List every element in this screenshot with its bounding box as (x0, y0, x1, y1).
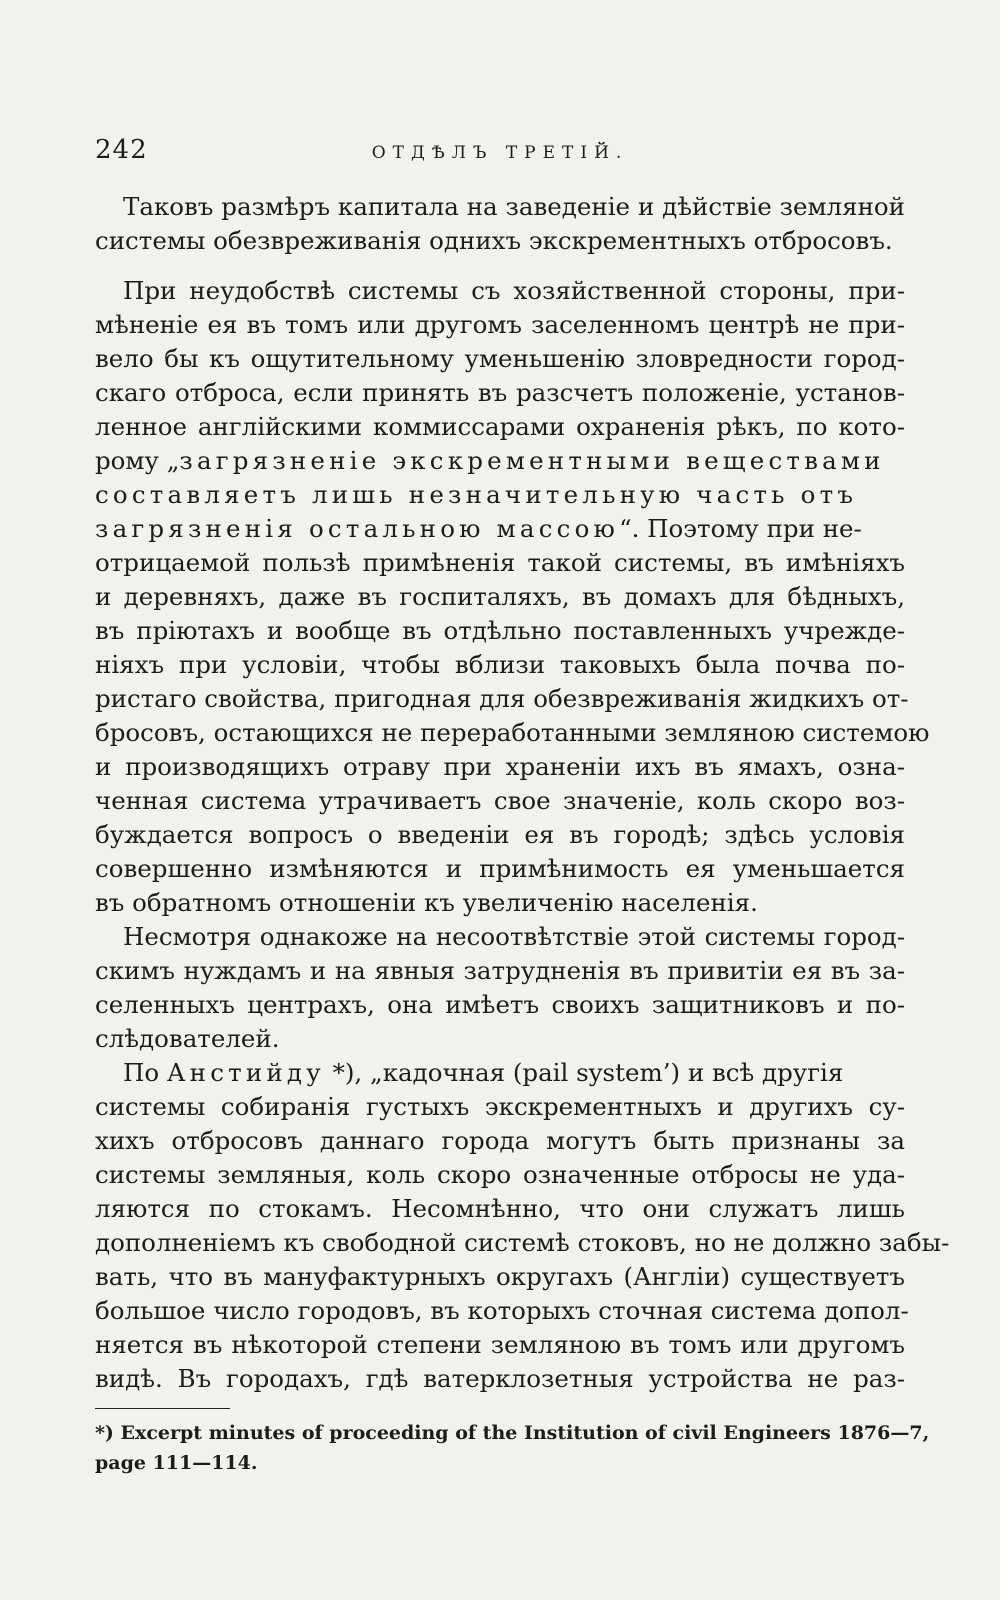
text-line: При неудобствѣ системы съ хозяйственной стороны, при- (123, 276, 905, 305)
text-line: дополненіемъ къ свободной системѣ стоковъ, но не должно забы- (95, 1228, 950, 1257)
spaced-emphasis-line: составляетъ лишь незначительную часть отъ (95, 480, 858, 509)
footnote (95, 1418, 930, 1478)
page-header (95, 135, 905, 175)
text-fragment: По (123, 1058, 167, 1087)
footnote-divider (95, 1408, 230, 1409)
spaced-emphasis: загрязненія остальною массою (95, 514, 620, 543)
text-line: вело бы къ ощутительному уменьшенію зловредности город- (95, 344, 905, 373)
text-line: ніяхъ при условіи, чтобы вблизи таковыхъ была почва по- (95, 650, 905, 679)
page-body (95, 190, 950, 1396)
text-line: системы земляныя, коль скоро означенные отбросы не уда- (95, 1160, 905, 1189)
text-line: совершенно измѣняются и примѣнимость ея уменьшается (95, 854, 905, 883)
text-line: селенныхъ центрахъ, она имѣетъ своихъ защитниковъ и по- (95, 990, 905, 1019)
text-line: слѣдователей. (95, 1024, 280, 1053)
text-fragment: рому „ (95, 446, 180, 475)
text-line: вать, что въ мануфактурныхъ округахъ (Англіи) существуетъ (95, 1262, 905, 1291)
text-line: въ обратномъ отношеніи къ увеличенію населенія. (95, 888, 758, 917)
text-line (95, 512, 905, 546)
text-line: бросовъ, остающихся не переработанными земляною системою (95, 718, 930, 747)
text-line: Таковъ размѣръ капитала на заведеніе и дѣйствіе земляной (123, 192, 905, 221)
text-line: ленное англійскими коммиссарами охраненія рѣкъ, по кото- (95, 412, 905, 441)
text-line: хихъ отбросовъ даннаго города могутъ быть признаны за (95, 1126, 905, 1155)
text-line: Несмотря однакоже на несоотвѣтствіе этой системы город- (123, 922, 905, 951)
text-line (95, 1056, 905, 1090)
page-number: 242 (95, 135, 148, 165)
text-line: отрицаемой пользѣ примѣненія такой системы, въ имѣніяхъ (95, 548, 905, 577)
text-line: и производящихъ отраву при храненіи ихъ въ ямахъ, озна- (95, 752, 905, 781)
spaced-emphasis: загрязненіе экскрементными веществами (179, 446, 885, 475)
footnote-line: *) Excerpt minutes of proceeding of the Institution of civil Engineers 1876—7, (95, 1422, 930, 1444)
footnote-line: page 111—114. (95, 1452, 258, 1474)
text-line: буждается вопросъ о введеніи ея въ городѣ; здѣсь условія (95, 820, 905, 849)
text-line: ляются по стокамъ. Несомнѣнно, что они служатъ лишь (95, 1194, 905, 1223)
text-fragment: “. Поэтому при не- (619, 514, 862, 543)
text-line: и деревняхъ, даже въ госпиталяхъ, въ домахъ для бѣдныхъ, (95, 582, 905, 611)
text-line: няется въ нѣкоторой степени земляною въ томъ или другомъ (95, 1330, 905, 1359)
text-line: системы обезвреживанія однихъ экскрементныхъ отбросовъ. (95, 226, 893, 255)
text-line: большое число городовъ, въ которыхъ сточная система допол- (95, 1296, 909, 1325)
spaced-emphasis: Анстийду (166, 1058, 325, 1087)
text-line (95, 444, 905, 478)
text-line: въ пріютахъ и вообще въ отдѣльно поставленныхъ учрежде- (95, 616, 905, 645)
text-line: мѣненіе ея въ томъ или другомъ заселенномъ центрѣ не при- (95, 310, 905, 339)
text-line: системы собиранія густыхъ экскрементныхъ и другихъ су- (95, 1092, 905, 1121)
text-line: ристаго свойства, пригодная для обезвреживанія жидкихъ от- (95, 684, 909, 713)
text-line: ченная система утрачиваетъ свое значеніе, коль скоро воз- (95, 786, 905, 815)
text-line: видѣ. Въ городахъ, гдѣ ватерклозетныя устройства не раз- (95, 1364, 905, 1393)
text-fragment: *), „кадочная (pail system’) и всѣ другія (324, 1058, 844, 1087)
text-line: скаго отброса, если принять въ разсчетъ положеніе, установ- (95, 378, 905, 407)
running-title: ОТДѢЛЪ ТРЕТІЙ. (371, 143, 629, 163)
text-line: скимъ нуждамъ и на явныя затрудненія въ привитіи ея въ за- (95, 956, 905, 985)
